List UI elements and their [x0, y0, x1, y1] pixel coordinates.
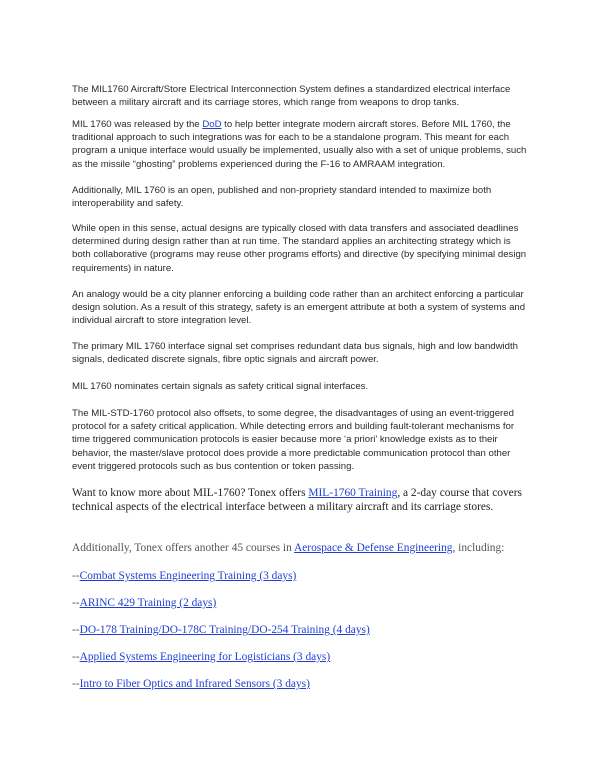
more-courses-text-start: Additionally, Tonex offers another 45 courses in: [72, 542, 295, 554]
paragraph-release: [72, 118, 532, 171]
paragraph-signal-set: The primary MIL 1760 interface signal set comprises redundant data bus signals, high and low bandwidth signals, dedicated discrete signals, fibre optic signals and aircraft power.: [72, 341, 519, 366]
aerospace-defense-link[interactable]: Aerospace & Defense Engineering: [294, 542, 453, 554]
course-item: [72, 623, 534, 637]
paragraph-design-strategy: While open in this sense, actual designs are typically closed with data transfers and associated deadlines determined during design rather than at run time. The standard applies an architecting strategy which is both collaborative (programs may reuse other programs efforts) and directive (by specifying minimal design requirements) in nature.: [72, 223, 527, 274]
paragraph-safety-critical: MIL 1760 nominates certain signals as safety critical signal interfaces.: [72, 381, 369, 392]
course-item: [72, 596, 534, 610]
course-link-arinc-429[interactable]: ARINC 429 Training (2 days): [79, 597, 217, 609]
paragraph-more-courses: [72, 541, 534, 555]
paragraph-protocol: The MIL-STD-1760 protocol also offsets, to some degree, the disadvantages of using an event-triggered protocol for a safety critical application. While detecting errors and building fault-tolerant mechanisms for time triggered communication protocols is easier because more ‘a priori’ knowledge exists as to their behavior, the master/slave protocol does provide a more predictable communication protocol than other event triggered protocols such as bus contention or token passing.: [72, 408, 515, 472]
training-offer-text-end: , a 2-day course that covers technical aspects of the electrical interface between a military aircraft and its carriage stores.: [72, 487, 522, 513]
course-item: [72, 569, 534, 583]
paragraph-release-text-end: to help better integrate modern aircraft stores. Before MIL 1760, the traditional approach to such integrations was for each to be a standalone program. This meant for each program a unique interface would usually be implemented, usually also with a set of unique problems, such as the missile “ghosting” problems experienced during the F-16 to AMRAAM integration.: [72, 119, 527, 170]
course-prefix: --: [72, 624, 80, 636]
paragraph-open-standard: Additionally, MIL 1760 is an open, published and non-propriety standard intended to maximize both interoperability and safety.: [72, 185, 492, 210]
course-link-fiber-optics[interactable]: Intro to Fiber Optics and Infrared Sensors (3 days): [79, 678, 310, 690]
course-item: [72, 650, 534, 664]
course-prefix: --: [72, 570, 80, 582]
course-prefix: --: [72, 678, 80, 690]
paragraph-analogy: An analogy would be a city planner enforcing a building code rather than an architect enforcing a particular design solution. As a result of this strategy, safety is an emergent attribute at both a system of systems and individual aircraft to store integration level.: [72, 289, 526, 327]
course-prefix: --: [72, 651, 80, 663]
paragraph-intro: The MIL1760 Aircraft/Store Electrical Interconnection System defines a standardized electrical interface between a military aircraft and its carriage stores, which range from weapons to drop tanks.: [72, 84, 511, 109]
training-offer-text-start: Want to know more about MIL-1760? Tonex offers: [72, 487, 309, 499]
paragraph-training-offer: [72, 486, 534, 514]
mil-1760-training-link[interactable]: MIL-1760 Training: [308, 487, 398, 499]
dod-link[interactable]: DoD: [202, 119, 222, 130]
course-link-combat-systems[interactable]: Combat Systems Engineering Training (3 days): [79, 570, 297, 582]
more-courses-text-end: , including:: [452, 542, 505, 554]
course-link-do-178[interactable]: DO-178 Training/DO-178C Training/DO-254 Training (4 days): [79, 624, 370, 636]
paragraph-release-text-start: MIL 1760 was released by the: [72, 119, 203, 130]
course-link-applied-systems[interactable]: Applied Systems Engineering for Logisticians (3 days): [79, 651, 331, 663]
course-prefix: --: [72, 597, 80, 609]
course-item: [72, 677, 534, 691]
